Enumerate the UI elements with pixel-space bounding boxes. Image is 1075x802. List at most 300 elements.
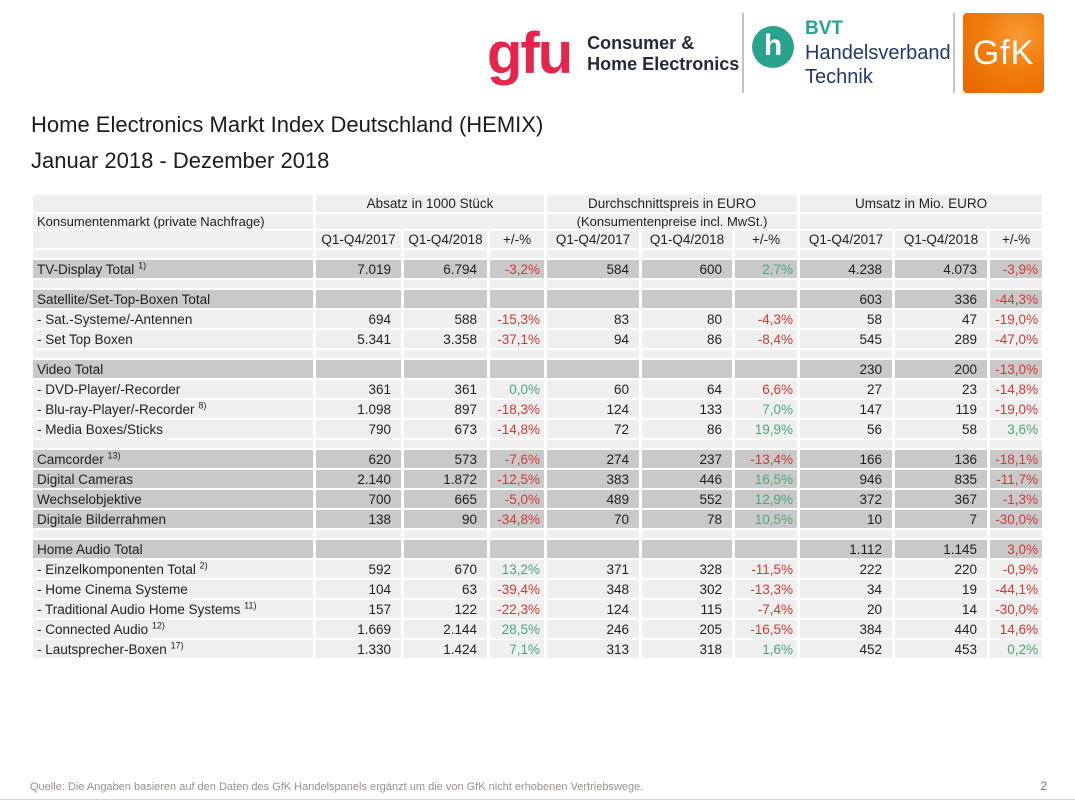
pct-cell: -19,0% bbox=[990, 400, 1042, 418]
value-cell: 7.019 bbox=[316, 260, 401, 278]
pct-cell: -3,2% bbox=[490, 260, 544, 278]
value-cell: 138 bbox=[316, 510, 401, 528]
value-cell: 361 bbox=[316, 380, 401, 398]
table-row bbox=[33, 380, 1042, 398]
value-cell bbox=[404, 540, 487, 558]
label-column-header: Konsumentenmarkt (private Nachfrage) bbox=[33, 214, 313, 229]
group-header-row bbox=[33, 195, 1042, 212]
pct-cell: 19,9% bbox=[735, 420, 797, 438]
footnote-marker: 1) bbox=[138, 260, 147, 270]
gfu-logo bbox=[487, 21, 740, 86]
value-cell: 1.145 bbox=[895, 540, 987, 558]
value-cell: 58 bbox=[895, 420, 987, 438]
spacer-row bbox=[33, 440, 1042, 448]
row-label: - Blu-ray-Player/-Recorder $^{8)}$ bbox=[33, 400, 313, 418]
value-cell: 453 bbox=[895, 640, 987, 658]
group-header-absatz: Absatz in 1000 Stück bbox=[316, 195, 544, 212]
table-row bbox=[33, 450, 1042, 468]
spacer-cell bbox=[547, 440, 639, 448]
pct-cell: -18,3% bbox=[490, 400, 544, 418]
pct-cell bbox=[490, 290, 544, 308]
value-cell: 147 bbox=[800, 400, 892, 418]
pct-cell: -14,8% bbox=[990, 380, 1042, 398]
spacer-cell bbox=[735, 350, 797, 358]
value-cell: 5.341 bbox=[316, 330, 401, 348]
footnote-marker: 13) bbox=[107, 450, 121, 460]
pct-cell: -37,1% bbox=[490, 330, 544, 348]
value-cell: 124 bbox=[547, 600, 639, 618]
value-cell: 136 bbox=[895, 450, 987, 468]
spacer-cell bbox=[895, 250, 987, 258]
empty-header-cell bbox=[33, 231, 313, 248]
table-row bbox=[33, 260, 1042, 278]
pct-cell: -14,8% bbox=[490, 420, 544, 438]
spacer-cell bbox=[642, 250, 732, 258]
pct-cell: 10,5% bbox=[735, 510, 797, 528]
value-cell: 19 bbox=[895, 580, 987, 598]
footer bbox=[30, 779, 1047, 793]
row-label: - Sat.-Systeme/-Antennen bbox=[33, 310, 313, 328]
row-label: - Set Top Boxen bbox=[33, 330, 313, 348]
pct-cell: -4,3% bbox=[735, 310, 797, 328]
value-cell: 230 bbox=[800, 360, 892, 378]
pct-cell bbox=[735, 540, 797, 558]
spacer-cell bbox=[642, 530, 732, 538]
row-label: Home Audio Total bbox=[33, 540, 313, 558]
spacer-cell bbox=[895, 440, 987, 448]
value-cell bbox=[642, 290, 732, 308]
spacer-cell bbox=[735, 530, 797, 538]
value-cell: 897 bbox=[404, 400, 487, 418]
pct-cell: -5,0% bbox=[490, 490, 544, 508]
value-cell: 946 bbox=[800, 470, 892, 488]
value-cell: 302 bbox=[642, 580, 732, 598]
value-cell: 446 bbox=[642, 470, 732, 488]
value-cell: 222 bbox=[800, 560, 892, 578]
pct-cell: -7,6% bbox=[490, 450, 544, 468]
row-label: - Traditional Audio Home Systems $^{11)}$ bbox=[33, 600, 313, 618]
row-label: Digital Cameras bbox=[33, 470, 313, 488]
gfu-tagline-line1: Consumer & bbox=[587, 33, 695, 53]
page-title: Home Electronics Markt Index Deutschland (HEMIX) bbox=[31, 112, 544, 137]
value-cell: 2.144 bbox=[404, 620, 487, 638]
spacer-cell bbox=[735, 440, 797, 448]
gfu-tagline bbox=[587, 33, 739, 75]
spacer-cell bbox=[547, 530, 639, 538]
spacer-cell bbox=[33, 440, 313, 448]
spacer-cell bbox=[490, 350, 544, 358]
value-cell: 63 bbox=[404, 580, 487, 598]
pct-cell: -12,5% bbox=[490, 470, 544, 488]
col-header-change: +/-% bbox=[990, 231, 1042, 248]
spacer-cell bbox=[800, 350, 892, 358]
col-header-2018: Q1-Q4/2018 bbox=[404, 231, 487, 248]
spacer-cell bbox=[547, 250, 639, 258]
pct-cell: -13,3% bbox=[735, 580, 797, 598]
pct-cell: -22,3% bbox=[490, 600, 544, 618]
spacer-cell bbox=[404, 280, 487, 288]
spacer-row bbox=[33, 280, 1042, 288]
value-cell: 600 bbox=[642, 260, 732, 278]
value-cell: 7 bbox=[895, 510, 987, 528]
footnote-marker: 8) bbox=[198, 400, 207, 410]
empty-header-cell bbox=[800, 214, 1042, 229]
value-cell: 1.872 bbox=[404, 470, 487, 488]
spacer-cell bbox=[404, 530, 487, 538]
col-header-2017: Q1-Q4/2017 bbox=[316, 231, 401, 248]
value-cell: 86 bbox=[642, 420, 732, 438]
group-header-preis: Durchschnittspreis in EURO bbox=[547, 195, 797, 212]
value-cell: 205 bbox=[642, 620, 732, 638]
group-header-umsatz: Umsatz in Mio. EURO bbox=[800, 195, 1042, 212]
spacer-cell bbox=[33, 350, 313, 358]
spacer-cell bbox=[642, 350, 732, 358]
spacer-cell bbox=[990, 440, 1042, 448]
value-cell: 588 bbox=[404, 310, 487, 328]
value-cell bbox=[642, 360, 732, 378]
footnote-marker: 12) bbox=[151, 620, 165, 630]
value-cell: 83 bbox=[547, 310, 639, 328]
value-cell bbox=[316, 290, 401, 308]
footnote-marker: 17) bbox=[170, 640, 184, 650]
pct-cell: -0,9% bbox=[990, 560, 1042, 578]
value-cell: 371 bbox=[547, 560, 639, 578]
table-row bbox=[33, 540, 1042, 558]
spacer-cell bbox=[800, 280, 892, 288]
table-row bbox=[33, 420, 1042, 438]
value-cell bbox=[547, 360, 639, 378]
source-note: Quelle: Die Angaben basieren auf den Daten des GfK Handelspanels ergänzt um die von GfK nicht erhobenen Vertriebswege. bbox=[30, 781, 644, 793]
value-cell: 78 bbox=[642, 510, 732, 528]
table-row bbox=[33, 560, 1042, 578]
pct-cell bbox=[490, 540, 544, 558]
value-cell: 1.669 bbox=[316, 620, 401, 638]
pct-cell: -13,0% bbox=[990, 360, 1042, 378]
pct-cell: -3,9% bbox=[990, 260, 1042, 278]
value-cell: 86 bbox=[642, 330, 732, 348]
pct-cell: -30,0% bbox=[990, 600, 1042, 618]
value-cell: 489 bbox=[547, 490, 639, 508]
spacer-cell bbox=[490, 250, 544, 258]
pct-cell: 3,0% bbox=[990, 540, 1042, 558]
table-row bbox=[33, 580, 1042, 598]
value-cell: 620 bbox=[316, 450, 401, 468]
value-cell: 119 bbox=[895, 400, 987, 418]
table-row bbox=[33, 290, 1042, 308]
row-label: TV-Display Total $^{1)}$ bbox=[33, 260, 313, 278]
logo-divider bbox=[742, 13, 744, 93]
value-cell: 336 bbox=[895, 290, 987, 308]
spacer-cell bbox=[642, 280, 732, 288]
value-cell: 603 bbox=[800, 290, 892, 308]
value-cell: 289 bbox=[895, 330, 987, 348]
spacer-cell bbox=[800, 250, 892, 258]
pct-cell: -39,4% bbox=[490, 580, 544, 598]
hemix-table bbox=[30, 193, 1045, 660]
value-cell: 673 bbox=[404, 420, 487, 438]
row-label: Satellite/Set-Top-Boxen Total bbox=[33, 290, 313, 308]
pct-cell bbox=[735, 360, 797, 378]
row-label: Camcorder $^{13)}$ bbox=[33, 450, 313, 468]
pct-cell: 12,9% bbox=[735, 490, 797, 508]
table-row bbox=[33, 640, 1042, 658]
spacer-cell bbox=[33, 530, 313, 538]
bvt-text bbox=[805, 17, 951, 89]
pct-cell bbox=[735, 290, 797, 308]
value-cell: 115 bbox=[642, 600, 732, 618]
value-cell: 552 bbox=[642, 490, 732, 508]
pct-cell: 28,5% bbox=[490, 620, 544, 638]
value-cell: 670 bbox=[404, 560, 487, 578]
value-cell: 1.330 bbox=[316, 640, 401, 658]
spacer-cell bbox=[735, 250, 797, 258]
value-cell: 2.140 bbox=[316, 470, 401, 488]
row-label: - Media Boxes/Sticks bbox=[33, 420, 313, 438]
pct-cell: -44,3% bbox=[990, 290, 1042, 308]
pct-cell: -18,1% bbox=[990, 450, 1042, 468]
empty-header-cell bbox=[33, 195, 313, 212]
value-cell: 573 bbox=[404, 450, 487, 468]
pct-cell: -11,7% bbox=[990, 470, 1042, 488]
value-cell: 835 bbox=[895, 470, 987, 488]
value-cell: 220 bbox=[895, 560, 987, 578]
pct-cell: 7,0% bbox=[735, 400, 797, 418]
value-cell: 1.424 bbox=[404, 640, 487, 658]
pct-cell: 1,6% bbox=[735, 640, 797, 658]
spacer-cell bbox=[800, 440, 892, 448]
value-cell: 452 bbox=[800, 640, 892, 658]
pct-cell: -19,0% bbox=[990, 310, 1042, 328]
spacer-cell bbox=[316, 440, 401, 448]
row-label: - Lautsprecher-Boxen $^{17)}$ bbox=[33, 640, 313, 658]
value-cell: 246 bbox=[547, 620, 639, 638]
value-cell bbox=[316, 360, 401, 378]
value-cell: 58 bbox=[800, 310, 892, 328]
value-cell: 1.098 bbox=[316, 400, 401, 418]
pct-cell: -44,1% bbox=[990, 580, 1042, 598]
table-row bbox=[33, 510, 1042, 528]
spacer-cell bbox=[895, 280, 987, 288]
value-cell: 1.112 bbox=[800, 540, 892, 558]
spacer-cell bbox=[404, 350, 487, 358]
value-cell: 14 bbox=[895, 600, 987, 618]
value-cell: 104 bbox=[316, 580, 401, 598]
table-body bbox=[33, 250, 1042, 658]
value-cell: 237 bbox=[642, 450, 732, 468]
spacer-cell bbox=[404, 250, 487, 258]
gfu-tagline-line2: Home Electronics bbox=[587, 54, 740, 74]
value-cell bbox=[547, 540, 639, 558]
page-number: 2 bbox=[1040, 779, 1047, 793]
pct-cell: 7,1% bbox=[490, 640, 544, 658]
spacer-cell bbox=[316, 350, 401, 358]
row-label: - Connected Audio $^{12)}$ bbox=[33, 620, 313, 638]
column-header-row bbox=[33, 231, 1042, 248]
row-label: - Einzelkomponenten Total $^{2)}$ bbox=[33, 560, 313, 578]
pct-cell: 2,7% bbox=[735, 260, 797, 278]
empty-header-cell bbox=[316, 214, 544, 229]
row-label: - Home Cinema Systeme bbox=[33, 580, 313, 598]
pct-cell: -16,5% bbox=[735, 620, 797, 638]
value-cell: 3.358 bbox=[404, 330, 487, 348]
footnote-marker: 11) bbox=[244, 600, 257, 610]
bvt-abbr: BVT bbox=[805, 18, 843, 39]
page-subtitle: Januar 2018 - Dezember 2018 bbox=[31, 148, 330, 173]
bvt-logo bbox=[752, 17, 951, 89]
spacer-cell bbox=[990, 530, 1042, 538]
pct-cell: 0,2% bbox=[990, 640, 1042, 658]
value-cell: 328 bbox=[642, 560, 732, 578]
table-row bbox=[33, 470, 1042, 488]
spacer-cell bbox=[33, 250, 313, 258]
col-header-2017: Q1-Q4/2017 bbox=[800, 231, 892, 248]
pct-cell: -30,0% bbox=[990, 510, 1042, 528]
pct-cell: 3,6% bbox=[990, 420, 1042, 438]
spacer-cell bbox=[547, 350, 639, 358]
pct-cell: -1,3% bbox=[990, 490, 1042, 508]
spacer-cell bbox=[642, 440, 732, 448]
spacer-cell bbox=[990, 250, 1042, 258]
spacer-cell bbox=[490, 530, 544, 538]
spacer-cell bbox=[990, 280, 1042, 288]
value-cell: 94 bbox=[547, 330, 639, 348]
value-cell: 122 bbox=[404, 600, 487, 618]
row-label: - DVD-Player/-Recorder bbox=[33, 380, 313, 398]
value-cell: 80 bbox=[642, 310, 732, 328]
spacer-cell bbox=[404, 440, 487, 448]
value-cell: 318 bbox=[642, 640, 732, 658]
value-cell: 124 bbox=[547, 400, 639, 418]
value-cell bbox=[642, 540, 732, 558]
value-cell: 348 bbox=[547, 580, 639, 598]
table-row bbox=[33, 310, 1042, 328]
pct-cell: 0,0% bbox=[490, 380, 544, 398]
bvt-line1: Handelsverband bbox=[805, 42, 951, 64]
col-header-2018: Q1-Q4/2018 bbox=[642, 231, 732, 248]
bvt-circle-icon: h bbox=[752, 26, 794, 68]
spacer-row bbox=[33, 350, 1042, 358]
col-header-2018: Q1-Q4/2018 bbox=[895, 231, 987, 248]
value-cell: 166 bbox=[800, 450, 892, 468]
col-header-2017: Q1-Q4/2017 bbox=[547, 231, 639, 248]
value-cell: 10 bbox=[800, 510, 892, 528]
value-cell: 60 bbox=[547, 380, 639, 398]
group-subtitle-preis: (Konsumentenpreise incl. MwSt.) bbox=[547, 214, 797, 229]
row-label: Wechselobjektive bbox=[33, 490, 313, 508]
row-label: Digitale Bilderrahmen bbox=[33, 510, 313, 528]
spacer-cell bbox=[316, 250, 401, 258]
table-row bbox=[33, 600, 1042, 618]
value-cell: 384 bbox=[800, 620, 892, 638]
subtitle-header-row bbox=[33, 214, 1042, 229]
gfk-logo bbox=[963, 13, 1044, 93]
pct-cell: -11,5% bbox=[735, 560, 797, 578]
spacer-cell bbox=[895, 350, 987, 358]
bottom-rule bbox=[0, 799, 1075, 800]
table-row bbox=[33, 620, 1042, 638]
value-cell: 367 bbox=[895, 490, 987, 508]
value-cell: 4.238 bbox=[800, 260, 892, 278]
value-cell: 133 bbox=[642, 400, 732, 418]
value-cell: 34 bbox=[800, 580, 892, 598]
pct-cell bbox=[490, 360, 544, 378]
value-cell: 6.794 bbox=[404, 260, 487, 278]
spacer-cell bbox=[990, 350, 1042, 358]
value-cell: 157 bbox=[316, 600, 401, 618]
spacer-cell bbox=[316, 280, 401, 288]
value-cell: 70 bbox=[547, 510, 639, 528]
value-cell: 545 bbox=[800, 330, 892, 348]
value-cell: 700 bbox=[316, 490, 401, 508]
gfu-wordmark: gfu bbox=[487, 21, 572, 86]
value-cell: 694 bbox=[316, 310, 401, 328]
spacer-cell bbox=[490, 440, 544, 448]
value-cell: 313 bbox=[547, 640, 639, 658]
value-cell bbox=[547, 290, 639, 308]
pct-cell: -7,4% bbox=[735, 600, 797, 618]
value-cell bbox=[404, 290, 487, 308]
spacer-cell bbox=[735, 280, 797, 288]
row-label: Video Total bbox=[33, 360, 313, 378]
pct-cell: 14,6% bbox=[990, 620, 1042, 638]
pct-cell: -15,3% bbox=[490, 310, 544, 328]
value-cell: 592 bbox=[316, 560, 401, 578]
pct-cell: 16,5% bbox=[735, 470, 797, 488]
value-cell: 72 bbox=[547, 420, 639, 438]
col-header-change: +/-% bbox=[490, 231, 544, 248]
value-cell: 790 bbox=[316, 420, 401, 438]
table-row bbox=[33, 360, 1042, 378]
value-cell: 200 bbox=[895, 360, 987, 378]
spacer-cell bbox=[33, 280, 313, 288]
gfk-wordmark: GfK bbox=[972, 33, 1035, 72]
value-cell bbox=[404, 360, 487, 378]
spacer-cell bbox=[490, 280, 544, 288]
value-cell: 56 bbox=[800, 420, 892, 438]
table-row bbox=[33, 400, 1042, 418]
pct-cell: 6,6% bbox=[735, 380, 797, 398]
pct-cell: -47,0% bbox=[990, 330, 1042, 348]
value-cell: 90 bbox=[404, 510, 487, 528]
value-cell: 4.073 bbox=[895, 260, 987, 278]
pct-cell: -13,4% bbox=[735, 450, 797, 468]
spacer-cell bbox=[547, 280, 639, 288]
value-cell: 47 bbox=[895, 310, 987, 328]
value-cell: 64 bbox=[642, 380, 732, 398]
spacer-cell bbox=[895, 530, 987, 538]
value-cell: 274 bbox=[547, 450, 639, 468]
pct-cell: -34,8% bbox=[490, 510, 544, 528]
value-cell: 440 bbox=[895, 620, 987, 638]
table-row bbox=[33, 490, 1042, 508]
value-cell bbox=[316, 540, 401, 558]
spacer-row bbox=[33, 250, 1042, 258]
bvt-line2: Technik bbox=[805, 66, 873, 88]
spacer-row bbox=[33, 530, 1042, 538]
logo-divider bbox=[953, 13, 955, 93]
value-cell: 665 bbox=[404, 490, 487, 508]
value-cell: 584 bbox=[547, 260, 639, 278]
col-header-change: +/-% bbox=[735, 231, 797, 248]
value-cell: 383 bbox=[547, 470, 639, 488]
footnote-marker: 2) bbox=[199, 560, 208, 570]
value-cell: 20 bbox=[800, 600, 892, 618]
table-row bbox=[33, 330, 1042, 348]
spacer-cell bbox=[800, 530, 892, 538]
value-cell: 361 bbox=[404, 380, 487, 398]
value-cell: 23 bbox=[895, 380, 987, 398]
value-cell: 372 bbox=[800, 490, 892, 508]
